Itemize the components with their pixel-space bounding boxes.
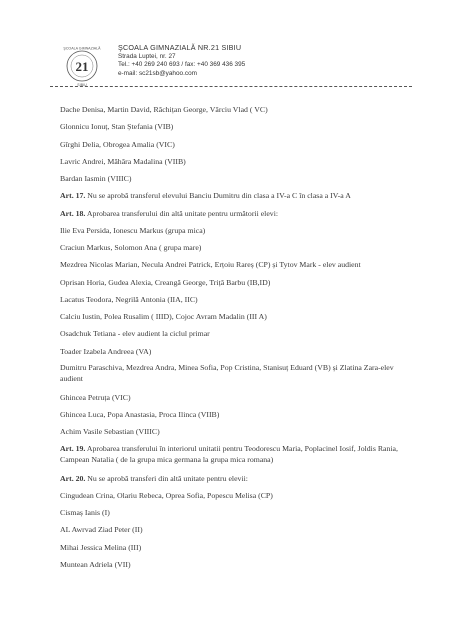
- line-text: Lavric Andrei, Măhăra Madalina (VIIB): [60, 156, 186, 166]
- line-text: Mezdrea Nicolas Marian, Necula Andrei Patrick, Erțoiu Rareș (CP) și Tytov Mark - elev audient: [60, 260, 361, 270]
- student-line: [60, 487, 410, 504]
- line-text: Cingudean Crina, Olariu Rebeca, Oprea Sofia, Popescu Melisa (CP): [60, 490, 273, 500]
- student-line: [60, 504, 410, 521]
- article-paragraph: [60, 205, 410, 222]
- header-divider: [50, 86, 412, 87]
- line-text: Bardan Iasmin (VIIIC): [60, 174, 132, 183]
- student-line: [60, 325, 410, 342]
- line-text: Cismaș Ianis (I): [60, 508, 110, 517]
- student-line: [60, 343, 410, 360]
- document-body: [60, 101, 410, 573]
- line-text: AL Awrvad Ziad Peter (II): [60, 525, 143, 535]
- school-name: ŞCOALA GIMNAZIALĂ NR.21 SIBIU: [118, 43, 242, 52]
- line-text: Craciun Markus, Solomon Ana ( grupa mare): [60, 243, 202, 252]
- student-line: [60, 170, 410, 187]
- student-line: [60, 406, 410, 423]
- article-number: Art. 17.: [60, 191, 86, 201]
- student-line: [60, 239, 410, 256]
- article-paragraph: [60, 470, 410, 487]
- school-phone: Tel.: +40 269 240 693 / fax: +40 369 436 395: [118, 61, 246, 69]
- student-line: [60, 136, 410, 153]
- student-line: [60, 153, 410, 170]
- line-text: Gîrghi Delia, Obrogea Amalia (VIC): [60, 139, 175, 149]
- article-number: Art. 18.: [60, 208, 86, 218]
- student-line: [60, 101, 410, 118]
- svg-text:21: 21: [75, 59, 89, 74]
- article-paragraph: [60, 187, 410, 204]
- line-text: Ghincea Petruța (VIC): [60, 392, 131, 402]
- line-text: Aprobarea transferului din altă unitate pentru următorii elevi:: [85, 208, 279, 218]
- student-line: [60, 222, 410, 239]
- line-text: Aprobarea transferului în interiorul unitatii pentru Teodorescu Maria, Poplacinel Iosif, Joldis Rania, Campean Natalia ( de la grupa mica germana la grupa mica romana): [60, 443, 398, 464]
- student-line: [60, 360, 410, 389]
- student-line: [60, 274, 410, 291]
- school-logo: [56, 44, 108, 88]
- student-line: [60, 291, 410, 308]
- line-text: Calciu Iustin, Polea Rusalim ( IIID), Cojoc Avram Madalin (III A): [60, 312, 267, 321]
- student-line: [60, 521, 410, 538]
- line-text: Mihai Jessica Melina (III): [60, 542, 142, 552]
- article-paragraph: [60, 441, 410, 470]
- line-text: Lacatus Teodora, Negrilă Antonia (IIA, IIC): [60, 294, 198, 304]
- line-text: Dache Denisa, Martin David, Răchițan George, Vârciu Vlad ( VC): [60, 105, 268, 114]
- line-text: Oprisan Horia, Gudea Alexia, Creangă George, Triță Barbu (IB,ID): [60, 277, 271, 287]
- school-email: e-mail: sc21sb@yahoo.com: [118, 69, 197, 77]
- svg-text:ŞCOALA GIMNAZIALĂ: ŞCOALA GIMNAZIALĂ: [63, 46, 101, 51]
- student-line: [60, 389, 410, 406]
- student-line: [60, 256, 410, 273]
- line-text: Nu se aprobă transferi din altă unitate pentru elevii:: [85, 473, 248, 483]
- student-line: [60, 118, 410, 135]
- line-text: Glonnicu Ionuț, Stan Ștefania (VIB): [60, 122, 174, 132]
- article-number: Art. 20.: [60, 473, 86, 483]
- line-text: Nu se aprobă transferul elevului Banciu Dumitru din clasa a IV-a C în clasa a IV-a A: [85, 191, 351, 201]
- line-text: Toader Izabela Andreea (VA): [60, 346, 152, 356]
- line-text: Muntean Adriela (VII): [60, 559, 131, 569]
- student-line: [60, 308, 410, 325]
- school-address: Strada Luptei, nr. 27: [118, 52, 176, 60]
- line-text: Osadchuk Tetiana - elev audient la ciclul primar: [60, 329, 210, 339]
- student-line: [60, 539, 410, 556]
- line-text: Achim Vasile Sebastian (VIIIC): [60, 427, 160, 437]
- line-text: Ilie Eva Persida, Ionescu Markus (grupa mica): [60, 225, 206, 235]
- article-number: Art. 19.: [60, 443, 86, 453]
- line-text: Ghincea Luca, Popa Anastasia, Proca Ilinca (VIIB): [60, 410, 220, 419]
- student-line: [60, 423, 410, 440]
- letterhead: [56, 44, 416, 90]
- student-line: [60, 556, 410, 573]
- line-text: Dumitru Paraschiva, Mezdrea Andra, Minea Sofia, Pop Cristina, Stanisuț Eduard (VB) și Zlatina Zara-elev audient: [60, 362, 394, 384]
- svg-text:SIBIU: SIBIU: [77, 83, 87, 87]
